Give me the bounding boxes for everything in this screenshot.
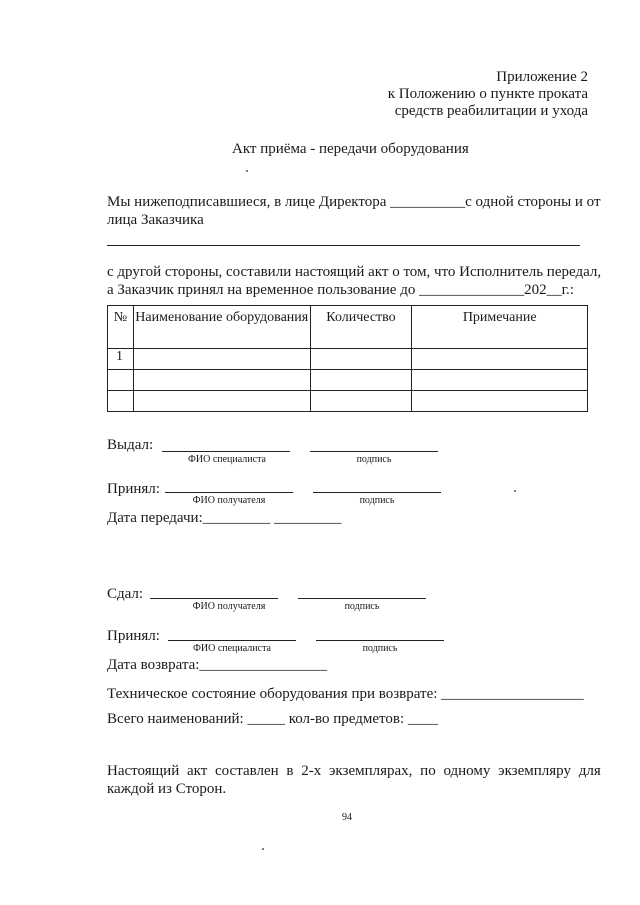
totals-line: Всего наименований: _____ кол-во предметов: ____ (107, 711, 438, 727)
received-signature-caption: подпись (359, 495, 395, 506)
issued-name-line (162, 451, 290, 452)
table-cell (412, 391, 588, 412)
issued-signature-caption: подпись (356, 454, 392, 465)
table-cell: 1 (108, 349, 134, 370)
document-title: Акт приёма - передачи оборудования (232, 141, 469, 157)
accepted-name-caption: ФИО специалиста (192, 643, 271, 654)
table-cell (412, 349, 588, 370)
scan-speck (514, 490, 516, 492)
accepted-name-line (168, 640, 296, 641)
handed-label: Сдал: (107, 586, 144, 602)
table-header-note: Примечание (412, 306, 588, 349)
return-date: Дата возврата:_________________ (107, 657, 327, 673)
handed-signature-line (298, 598, 426, 599)
table-header-equipment: Наименование оборудования (133, 306, 310, 349)
intro-line-2: лица Заказчика (107, 212, 204, 228)
condition-on-return: Техническое состояние оборудования при возврате: ___________________ (107, 686, 584, 702)
table-row (108, 349, 588, 370)
received-name-caption: ФИО получателя (192, 495, 266, 506)
table-header-quantity: Количество (310, 306, 412, 349)
handed-name-line (150, 598, 278, 599)
table-cell (310, 391, 412, 412)
table-cell (108, 370, 134, 391)
appendix-line-2: к Положению о пункте проката (387, 86, 588, 102)
intro-line-4: а Заказчик принял на временное пользование до ______________202__г.: (107, 282, 574, 298)
page-number: 94 (342, 812, 352, 823)
table-row (108, 391, 588, 412)
issued-name-caption: ФИО специалиста (187, 454, 266, 465)
table-cell (133, 370, 310, 391)
issued-label: Выдал: (107, 437, 154, 453)
received-name-line (165, 492, 293, 493)
table-cell (133, 349, 310, 370)
accepted-signature-caption: подпись (362, 643, 398, 654)
equipment-table (107, 305, 588, 412)
closing-line-1: Настоящий акт составлен в 2-х экземплярах, по одному экземпляру для (107, 763, 601, 779)
received-signature-line (313, 492, 441, 493)
table-cell (310, 370, 412, 391)
table-row (108, 370, 588, 391)
table-cell (108, 391, 134, 412)
table-cell (310, 349, 412, 370)
intro-line-1: Мы нижеподписавшиеся, в лице Директора __________с одной стороны и от (107, 194, 601, 210)
table-cell (133, 391, 310, 412)
scan-speck (262, 848, 264, 850)
table-header-row (108, 306, 588, 349)
handed-signature-caption: подпись (344, 601, 380, 612)
intro-line-3: с другой стороны, составили настоящий акт о том, что Исполнитель передал, (107, 264, 602, 280)
received-label: Принял: (107, 481, 160, 497)
closing-line-2: каждой из Сторон. (107, 781, 227, 797)
appendix-line-1: Приложение 2 (496, 69, 588, 85)
transfer-date: Дата передачи:_________ _________ (107, 510, 342, 526)
issued-signature-line (310, 451, 438, 452)
scan-speck (246, 170, 248, 172)
accepted-signature-line (316, 640, 444, 641)
table-cell (412, 370, 588, 391)
accepted-label: Принял: (107, 628, 160, 644)
appendix-line-3: средств реабилитации и ухода (394, 103, 588, 119)
handed-name-caption: ФИО получателя (192, 601, 266, 612)
table-header-number: № (108, 306, 134, 349)
customer-name-line (107, 245, 580, 246)
